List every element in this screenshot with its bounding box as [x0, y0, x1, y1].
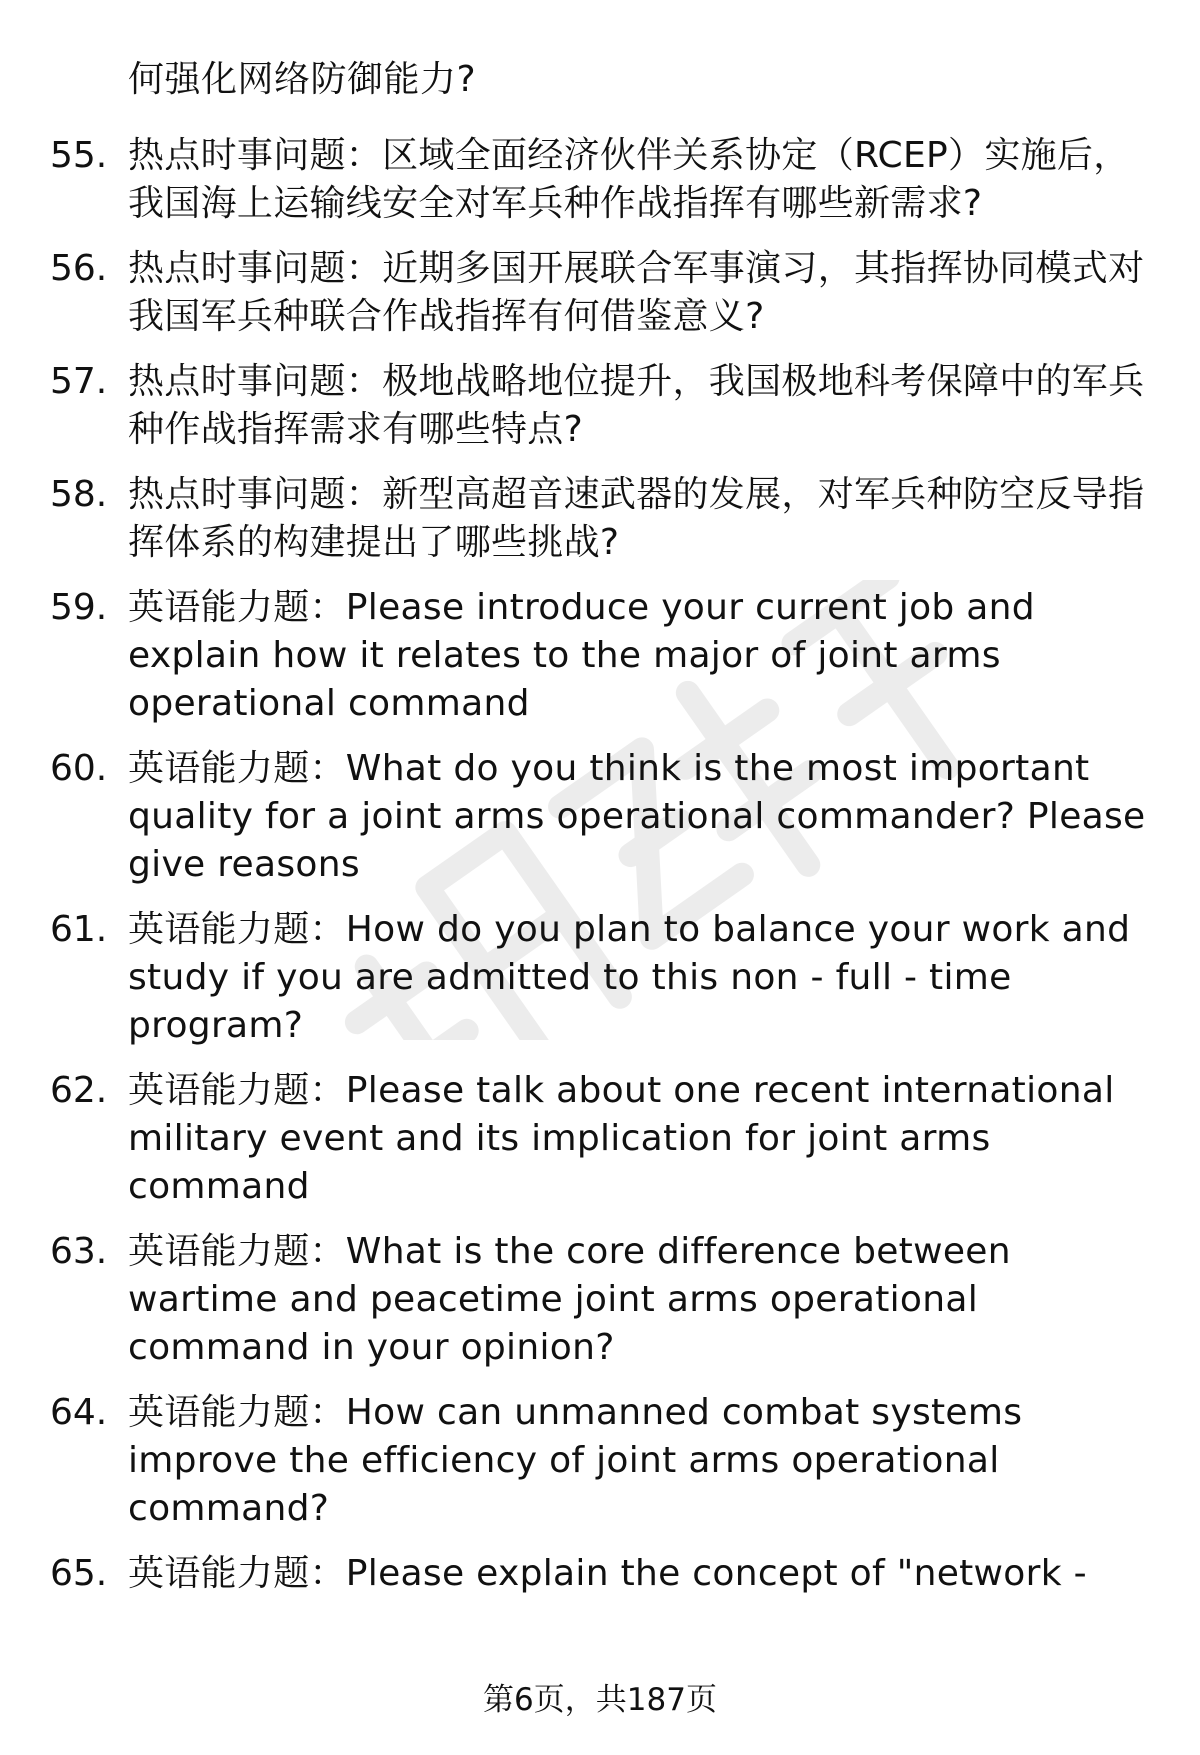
question-number: 64.: [50, 1392, 108, 1433]
question-number: 62.: [50, 1070, 108, 1111]
question-text: 英语能力题：Please talk about one recent international military event and its implication for joint arms command: [128, 1070, 1115, 1207]
continued-question-text: 何强化网络防御能力?: [128, 59, 477, 100]
question-number: 56.: [50, 248, 108, 289]
question-number: 59.: [50, 587, 108, 628]
question-item-57: [50, 358, 1160, 454]
question-item-59: [50, 584, 1160, 728]
question-number: 58.: [50, 474, 108, 515]
question-item-58: [50, 471, 1160, 567]
question-text: 英语能力题：How can unmanned combat systems improve the efficiency of joint arms operational command?: [128, 1392, 1023, 1529]
question-text: 英语能力题：Please introduce your current job and explain how it relates to the major of joint arms operational command: [128, 587, 1035, 724]
question-number: 55.: [50, 135, 108, 176]
question-text: 热点时事问题：近期多国开展联合军事演习，其指挥协同模式对我国军兵种联合作战指挥有何借鉴意义?: [128, 248, 1145, 337]
question-number: 65.: [50, 1553, 108, 1594]
question-item-62: [50, 1067, 1160, 1211]
question-text: 英语能力题：What do you think is the most important quality for a joint arms operational commander? Please give reasons: [128, 748, 1146, 885]
question-item-60: [50, 745, 1160, 889]
question-text: 热点时事问题：区域全面经济伙伴关系协定（RCEP）实施后，我国海上运输线安全对军兵种作战指挥有哪些新需求?: [128, 135, 1130, 224]
question-number: 63.: [50, 1231, 108, 1272]
question-item-55: [50, 132, 1160, 228]
question-number: 57.: [50, 361, 108, 402]
question-item-64: [50, 1389, 1160, 1533]
question-list: [50, 132, 1160, 1615]
question-text: 热点时事问题：极地战略地位提升，我国极地科考保障中的军兵种作战指挥需求有哪些特点?: [128, 361, 1145, 450]
question-item-61: [50, 906, 1160, 1050]
question-text: 英语能力题：How do you plan to balance your work and study if you are admitted to this non - full - time program?: [128, 909, 1131, 1046]
question-text: 英语能力题：Please explain the concept of "network -: [128, 1553, 1087, 1594]
question-number: 61.: [50, 909, 108, 950]
question-text: 热点时事问题：新型高超音速武器的发展，对军兵种防空反导指挥体系的构建提出了哪些挑战?: [128, 474, 1145, 563]
question-text: 英语能力题：What is the core difference between wartime and peacetime joint arms operational command in your opinion?: [128, 1231, 1011, 1368]
question-item-65: [50, 1550, 1160, 1598]
question-number: 60.: [50, 748, 108, 789]
question-item-56: [50, 245, 1160, 341]
question-item-63: [50, 1228, 1160, 1372]
page-footer: 第6页，共187页: [483, 1682, 717, 1718]
